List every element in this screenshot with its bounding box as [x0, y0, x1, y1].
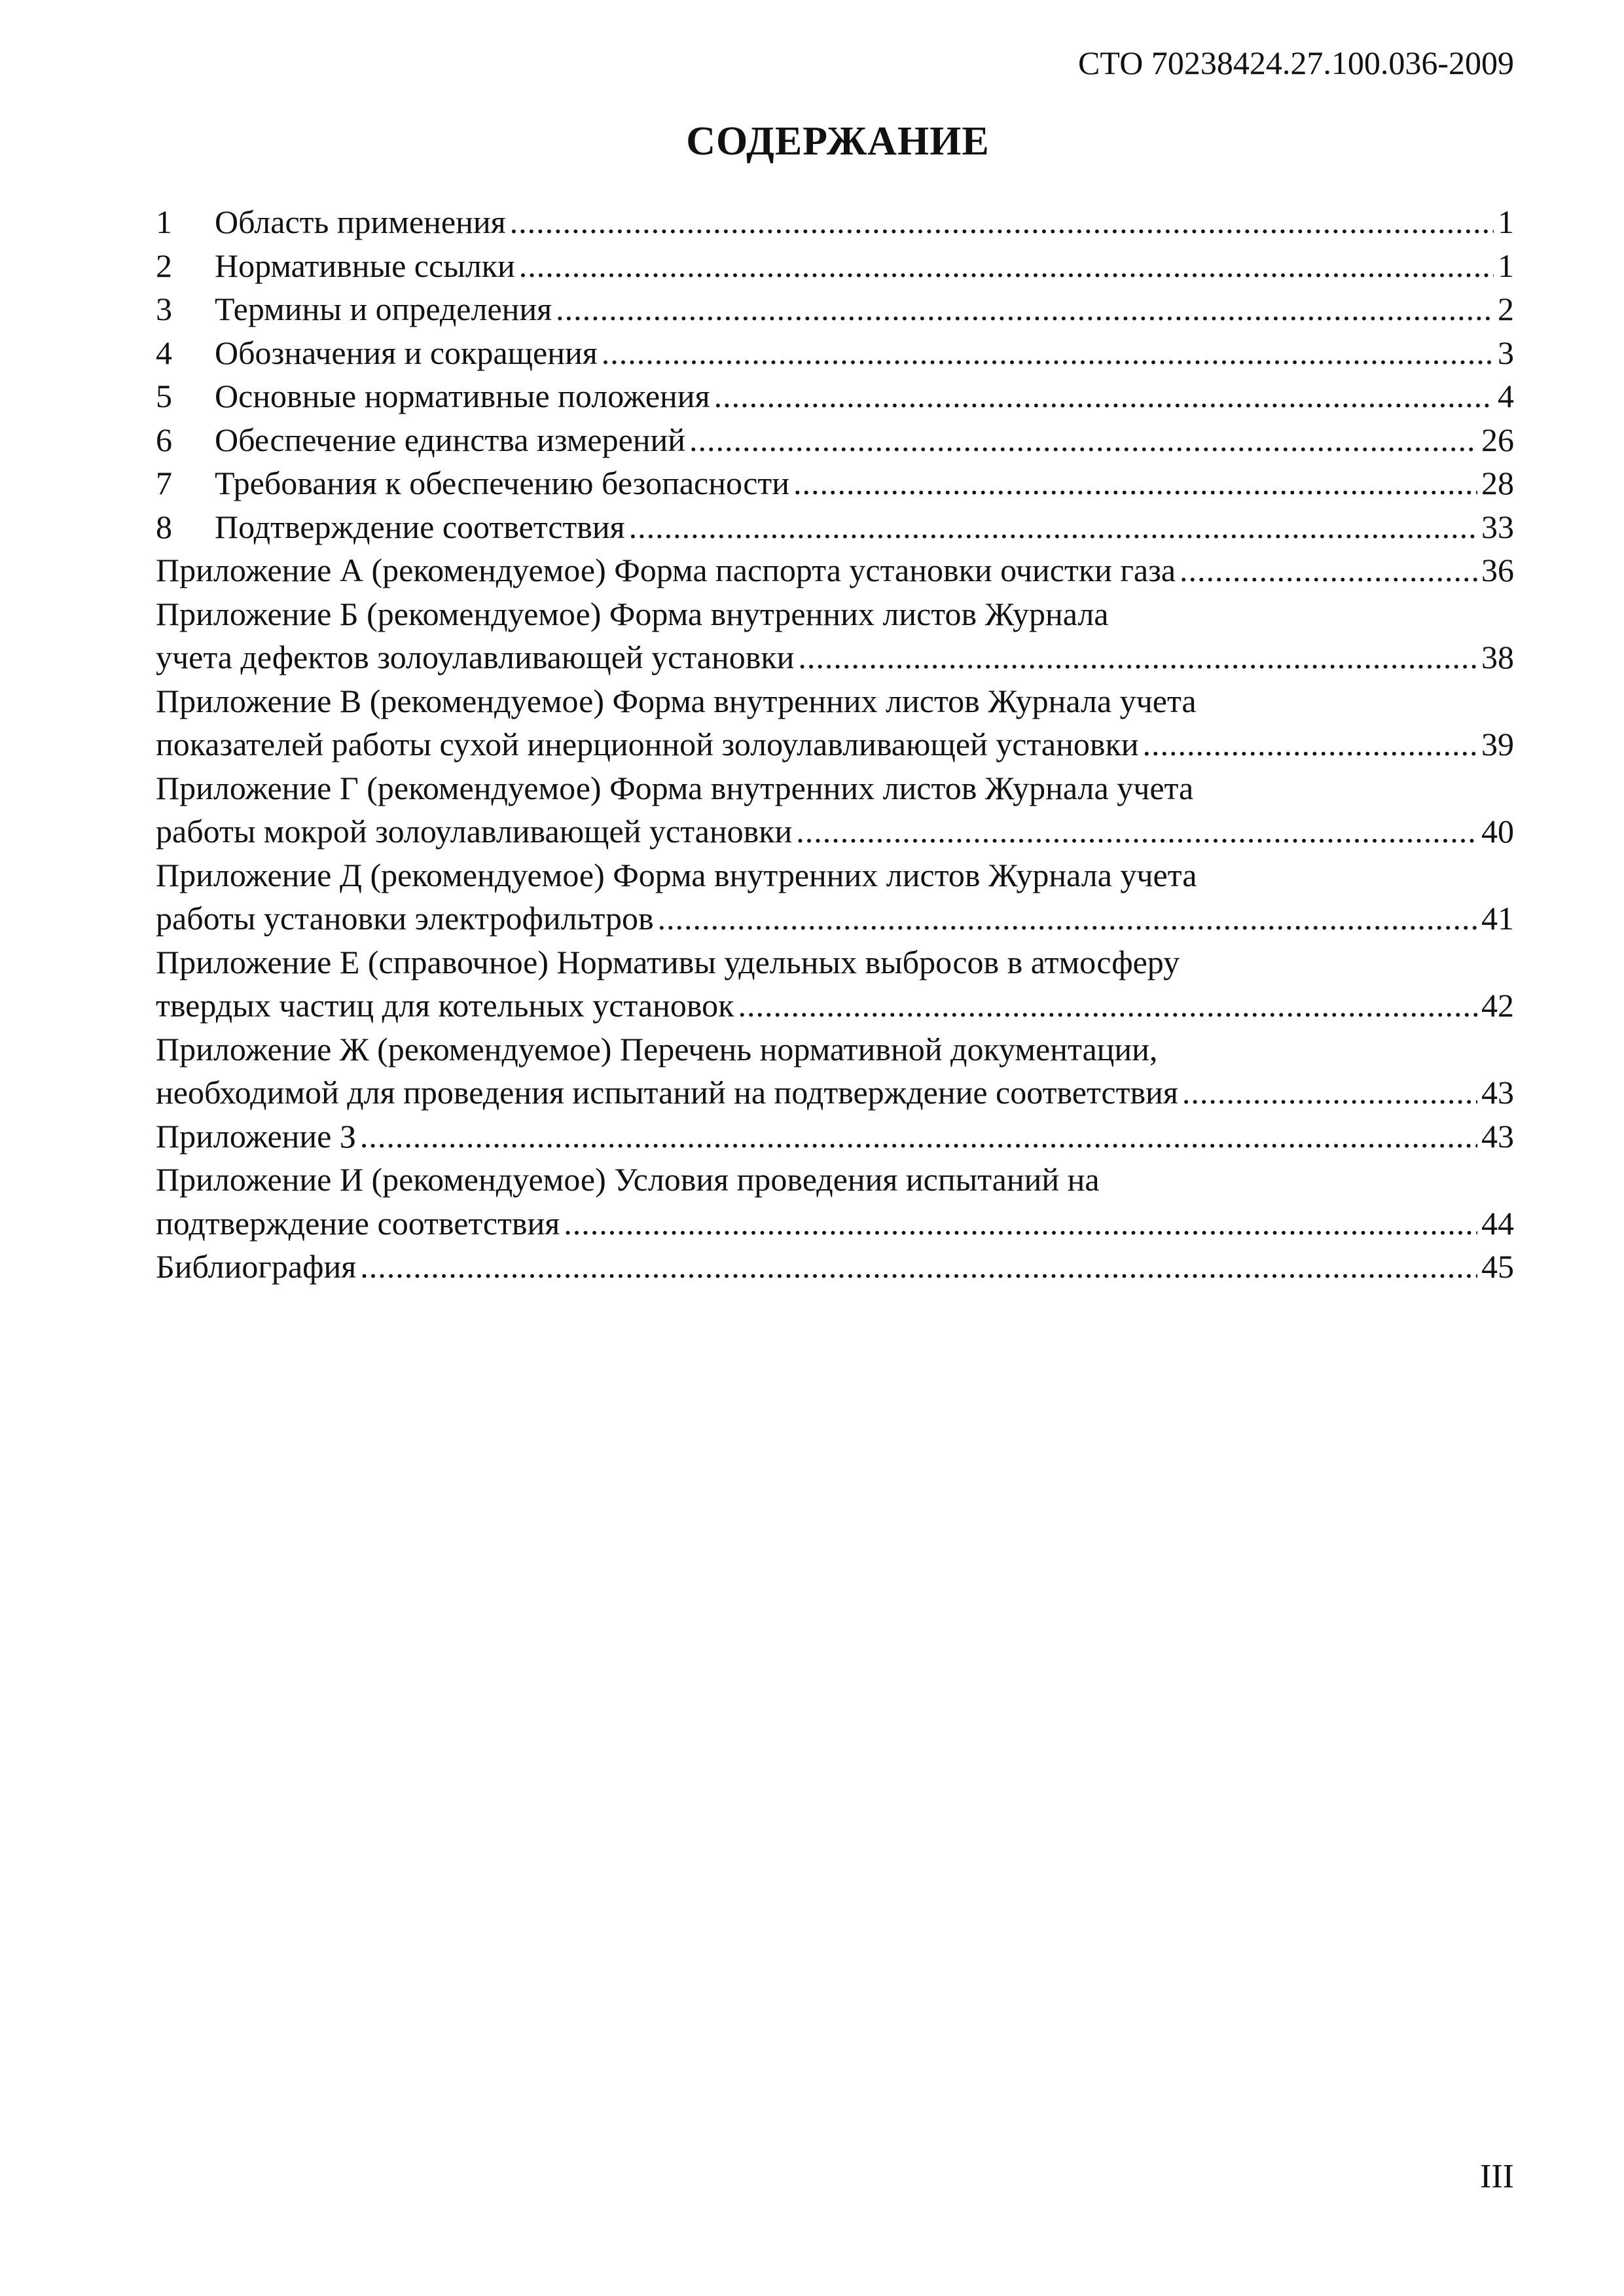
toc-page-number: 43	[1481, 1117, 1514, 1155]
toc-page-number: 43	[1481, 1074, 1514, 1111]
toc-entry[interactable]	[156, 461, 1514, 505]
toc-section-number: 7	[156, 465, 172, 501]
toc-dot-leader	[793, 461, 1477, 505]
toc-page-number: 4	[1498, 378, 1514, 414]
toc-entry[interactable]	[156, 418, 1514, 462]
toc-entry-title: Основные нормативные положения	[215, 378, 710, 414]
toc-section-number: 6	[156, 421, 172, 458]
toc-dot-leader	[796, 810, 1477, 853]
toc-entry-title: показателей работы сухой инерционной золоулавливающей установки	[156, 726, 1139, 762]
toc-dot-leader	[564, 1202, 1477, 1246]
toc-entry-title: Термины и определения	[215, 291, 552, 327]
toc-page-number: 1	[1498, 247, 1514, 284]
toc-page-number: 2	[1498, 291, 1514, 327]
toc-line	[156, 418, 1514, 462]
toc-entry[interactable]	[156, 287, 1514, 331]
toc-section-number: 8	[156, 508, 172, 545]
toc-line	[156, 941, 1514, 984]
toc-entry[interactable]	[156, 331, 1514, 375]
toc-dot-leader	[1180, 548, 1477, 592]
toc-entry-title: Приложение И (рекомендуемое) Условия проведения испытаний на	[156, 1161, 1100, 1198]
toc-entry-title: Приложение В (рекомендуемое) Форма внутренних листов Журнала учета	[156, 682, 1197, 719]
toc-page-number: 40	[1481, 813, 1514, 850]
toc-line	[156, 984, 1514, 1028]
toc-dot-leader	[556, 287, 1494, 331]
toc-page-number: 42	[1481, 987, 1514, 1024]
toc-entry-title: Приложение Б (рекомендуемое) Форма внутренних листов Журнала	[156, 595, 1109, 632]
toc-page-number: 26	[1481, 421, 1514, 458]
toc-entry[interactable]	[156, 1245, 1514, 1289]
toc-entry-title: Приложение Ж (рекомендуемое) Перечень нормативной документации,	[156, 1030, 1158, 1067]
toc-entry-title: Библиография	[156, 1248, 357, 1285]
toc-line	[156, 810, 1514, 853]
toc-entry-title: работы мокрой золоулавливающей установки	[156, 813, 793, 850]
toc-entry-title: Приложение Е (справочное) Нормативы удельных выбросов в атмосферу	[156, 943, 1180, 980]
toc-line	[156, 287, 1514, 331]
toc-entry-title: учета дефектов золоулавливающей установки	[156, 639, 795, 675]
toc-section-number: 1	[156, 204, 172, 240]
toc-dot-leader	[1143, 723, 1477, 766]
toc-line	[156, 1158, 1514, 1202]
toc-section-number: 3	[156, 291, 172, 327]
toc-entry[interactable]	[156, 941, 1514, 1028]
toc-line	[156, 505, 1514, 549]
toc-entry-title: Приложение А (рекомендуемое) Форма паспорта установки очистки газа	[156, 552, 1176, 588]
toc-entry-title: твердых частиц для котельных установок	[156, 987, 734, 1024]
toc-line	[156, 636, 1514, 679]
toc-dot-leader	[689, 418, 1477, 462]
toc-entry-title: Нормативные ссылки	[215, 247, 515, 284]
toc-page-number: 36	[1481, 552, 1514, 588]
toc-dot-leader	[629, 505, 1477, 549]
toc-entry[interactable]	[156, 592, 1514, 679]
toc-line	[156, 1028, 1514, 1071]
toc-section-number: 4	[156, 334, 172, 371]
toc-entry[interactable]	[156, 548, 1514, 592]
toc-section-number: 5	[156, 378, 172, 414]
toc-dot-leader	[510, 200, 1494, 244]
toc-page-number: 33	[1481, 508, 1514, 545]
toc-page-number: 38	[1481, 639, 1514, 675]
toc-page-number: 28	[1481, 465, 1514, 501]
toc-entry[interactable]	[156, 1115, 1514, 1158]
toc-line	[156, 1115, 1514, 1158]
toc-dot-leader	[738, 984, 1477, 1028]
toc-line	[156, 897, 1514, 941]
toc-entry-title: Приложение Д (рекомендуемое) Форма внутренних листов Журнала учета	[156, 856, 1197, 893]
toc-dot-leader	[602, 331, 1494, 375]
toc-dot-leader	[360, 1115, 1477, 1158]
toc-line	[156, 461, 1514, 505]
toc-dot-leader	[658, 897, 1477, 941]
toc-entry-title: Обозначения и сокращения	[215, 334, 598, 371]
toc-entry-title: Требования к обеспечению безопасности	[215, 465, 790, 501]
toc-page-number: 45	[1481, 1248, 1514, 1285]
toc-page-number: 41	[1481, 900, 1514, 937]
toc-line	[156, 1245, 1514, 1289]
toc-entry[interactable]	[156, 679, 1514, 766]
toc-line	[156, 723, 1514, 766]
document-code: СТО 70238424.27.100.036-2009	[1078, 45, 1514, 81]
page-number: III	[1480, 2158, 1514, 2195]
toc-dot-leader	[798, 636, 1477, 679]
toc-entry-title: работы установки электрофильтров	[156, 900, 654, 937]
toc-dot-leader	[360, 1245, 1477, 1289]
page-title: СОДЕРЖАНИЕ	[686, 119, 990, 164]
toc-section-number: 2	[156, 247, 172, 284]
toc-page-number: 3	[1498, 334, 1514, 371]
toc-entry[interactable]	[156, 1028, 1514, 1115]
toc-entry-title: Приложение З	[156, 1117, 356, 1155]
toc-line	[156, 1202, 1514, 1246]
toc-line	[156, 592, 1514, 636]
toc-line	[156, 853, 1514, 897]
toc-line	[156, 1071, 1514, 1115]
toc-line	[156, 331, 1514, 375]
toc-entry[interactable]	[156, 244, 1514, 288]
toc-entry-title: Приложение Г (рекомендуемое) Форма внутренних листов Журнала учета	[156, 769, 1194, 806]
toc-line	[156, 766, 1514, 810]
toc-line	[156, 679, 1514, 723]
toc-entry-title: необходимой для проведения испытаний на подтверждение соответствия	[156, 1074, 1178, 1111]
toc-line	[156, 374, 1514, 418]
toc-entry[interactable]	[156, 1158, 1514, 1245]
toc-dot-leader	[714, 374, 1494, 418]
toc-page-number: 1	[1498, 204, 1514, 240]
toc-entry-title: Обеспечение единства измерений	[215, 421, 686, 458]
toc-dot-leader	[1182, 1071, 1477, 1115]
toc-entry-title: Подтверждение соответствия	[215, 508, 625, 545]
toc-page-number: 39	[1481, 726, 1514, 762]
toc-entry[interactable]	[156, 200, 1514, 244]
toc-entry[interactable]	[156, 853, 1514, 941]
toc-line	[156, 200, 1514, 244]
toc-entry-title: Область применения	[215, 204, 506, 240]
toc-entry[interactable]	[156, 374, 1514, 418]
toc-entry-title: подтверждение соответствия	[156, 1204, 560, 1242]
toc-line	[156, 548, 1514, 592]
toc-dot-leader	[519, 244, 1494, 288]
toc-line	[156, 244, 1514, 288]
toc-entry[interactable]	[156, 766, 1514, 853]
toc-entry[interactable]	[156, 505, 1514, 549]
table-of-contents	[156, 200, 1514, 1289]
toc-page-number: 44	[1481, 1204, 1514, 1242]
